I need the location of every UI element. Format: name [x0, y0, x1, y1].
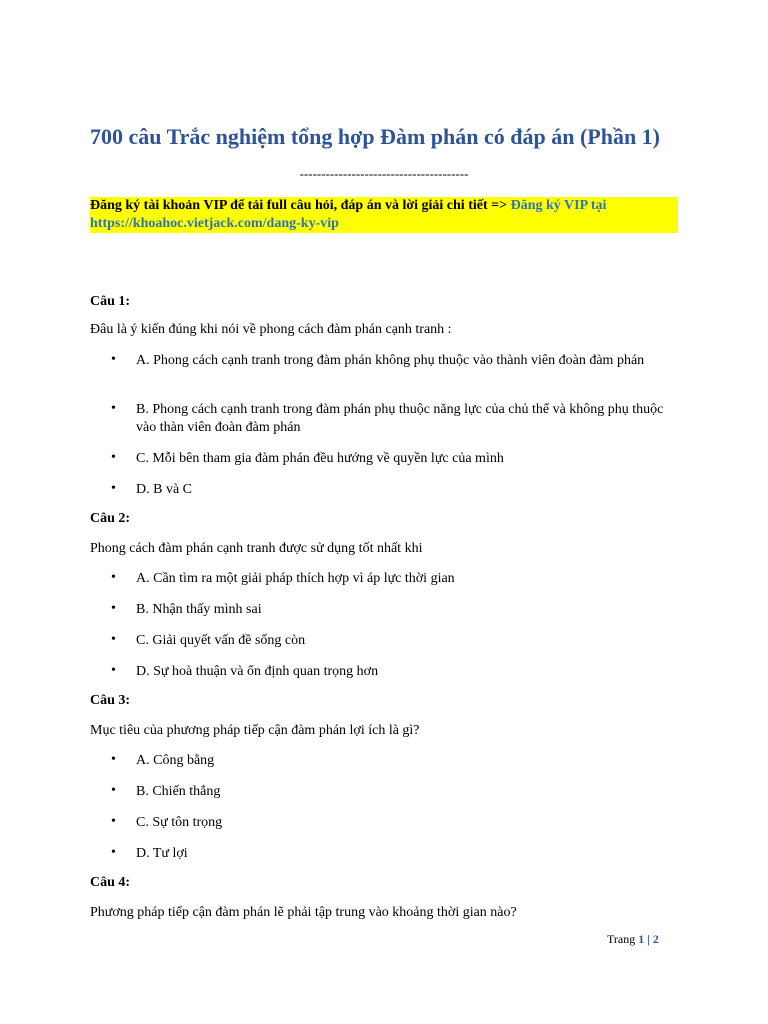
bullet: •: [111, 814, 116, 829]
question-stem: Phong cách đàm phán cạnh tranh được sử dụng tốt nhất khi: [90, 541, 423, 556]
answer-option: A. Phong cách cạnh tranh trong đàm phán không phụ thuộc vào thành viên đoàn đàm phán: [136, 353, 645, 368]
answer-option: B. Nhận thấy mình sai: [136, 602, 262, 617]
bullet: •: [111, 481, 116, 496]
bullet: •: [111, 352, 116, 367]
page-footer: [607, 932, 659, 947]
question-label: Câu 1:: [90, 294, 131, 309]
total-page-number: 2: [652, 932, 659, 946]
question-label: Câu 2:: [90, 511, 131, 526]
bullet: •: [111, 601, 116, 616]
answer-option: D. B và C: [136, 482, 192, 497]
footer-separator: |: [644, 932, 653, 946]
answer-option: B. Chiến thắng: [136, 784, 221, 799]
vip-notice-text: Đăng ký tài khoản VIP để tải full câu hỏi, đáp án và lời giải chi tiết =>: [90, 198, 511, 213]
answer-option: C. Mỗi bên tham gia đàm phán đều hướng về quyền lực của mình: [136, 451, 504, 466]
bullet: •: [111, 450, 116, 465]
bullet: •: [111, 845, 116, 860]
divider-line: ---------------------------------------: [299, 166, 469, 181]
bullet: •: [111, 401, 116, 416]
bullet: •: [111, 570, 116, 585]
answer-option: B. Phong cách cạnh tranh trong đàm phán phụ thuộc năng lực của chủ thể và không phụ thuộc vào thàn viên đoàn đàm phán: [136, 402, 664, 435]
answer-option: D. Tư lợi: [136, 846, 188, 861]
current-page-number: 1: [638, 932, 645, 946]
question-stem: Mục tiêu của phương pháp tiếp cận đàm phán lợi ích là gì?: [90, 723, 420, 738]
answer-option: C. Sự tôn trọng: [136, 815, 223, 830]
document-title: 700 câu Trắc nghiệm tổng hợp Đàm phán có đáp án (Phần 1): [90, 124, 661, 149]
answer-option: D. Sự hoà thuận và ổn định quan trọng hơn: [136, 664, 379, 679]
question-stem: Phương pháp tiếp cận đàm phán lẽ phải tập trung vào khoảng thời gian nào?: [90, 905, 517, 920]
vip-notice: [90, 197, 678, 233]
question-label: Câu 4:: [90, 875, 131, 890]
question-stem: Đâu là ý kiến đúng khi nói về phong cách đàm phán cạnh tranh :: [90, 322, 452, 337]
bullet: •: [111, 752, 116, 767]
bullet: •: [111, 632, 116, 647]
bullet: •: [111, 663, 116, 678]
answer-option: A. Công bằng: [136, 753, 215, 768]
bullet: •: [111, 783, 116, 798]
answer-option: A. Cần tìm ra một giải pháp thích hợp vì áp lực thời gian: [136, 571, 455, 586]
question-label: Câu 3:: [90, 693, 131, 708]
answer-option: C. Giải quyết vấn đề sống còn: [136, 633, 306, 648]
footer-prefix: Trang: [607, 932, 639, 946]
vip-register-link[interactable]: Đăng ký VIP tại https://khoahoc.vietjack.com/dang-ky-vip: [90, 198, 607, 231]
